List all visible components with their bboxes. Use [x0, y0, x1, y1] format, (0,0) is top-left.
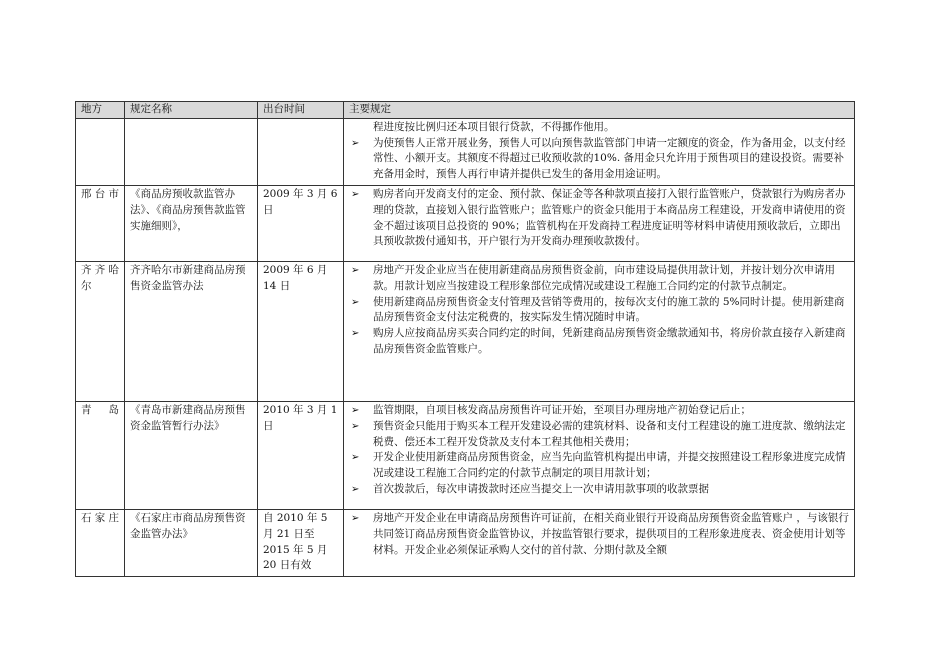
arrow-bullet-icon: ➢: [351, 188, 360, 200]
cell-region: 齐齐哈尔: [76, 261, 125, 401]
header-row: [76, 102, 855, 119]
cell-regulation-name: [125, 118, 258, 185]
provision-list: [349, 136, 849, 183]
provision-list: [349, 187, 849, 250]
provision-list: [349, 511, 849, 558]
provision-item: [349, 326, 849, 358]
header-content: 主要规定: [344, 102, 855, 119]
table-row: [76, 401, 855, 509]
provision-list: [349, 263, 849, 358]
cell-region: 石家庄: [76, 509, 125, 576]
cell-main-provisions: [344, 509, 855, 576]
cell-regulation-name: 《商品房预收款监管办法》、《商品房预售款监管实施细则》，: [125, 185, 258, 261]
provision-item: [349, 482, 849, 498]
arrow-bullet-icon: ➢: [351, 483, 360, 495]
cell-region: 邢台市: [76, 185, 125, 261]
provision-item: [349, 403, 849, 419]
cell-main-provisions: [344, 401, 855, 509]
cell-date: 自 2010 年 5 月 21 日至 2015 年 5 月 20 日有效: [258, 509, 344, 576]
provision-item: [349, 187, 849, 250]
provision-text: 首次拨款后，每次申请拨款时还应当提交上一次申请用款事项的收款票据: [373, 482, 709, 495]
provision-text: 使用新建商品房预售资金支付管理及营销等费用的，按每次支付的施工款的 5%同时计提。使用新建商品房预售资金支付法定税费的，按实际发生情况随时申请。: [373, 295, 845, 324]
cell-region: 青岛: [76, 401, 125, 509]
header-region: 地方: [76, 102, 125, 119]
provision-item: [349, 295, 849, 327]
arrow-bullet-icon: ➢: [351, 137, 360, 149]
header-date: 出台时间: [258, 102, 344, 119]
cell-region: [76, 118, 125, 185]
provision-text: 购房者向开发商支付的定金、预付款、保证金等各种款项直接打入银行监管账户，贷款银行为购房者办理的贷款，直接划入银行监管账户；监管账户的资金只能用于本商品房工程建设，开发商申请使用的资金不超过该项目总投资的 90%；监管机构在开发商持工程进度证明等材料申请使用预收款后，立即出具预收款拨付通知书，开户银行为开发商办理预收款拨付。: [373, 187, 846, 248]
table-row: [76, 261, 855, 401]
cell-main-provisions: [344, 118, 855, 185]
provision-item: [349, 263, 849, 295]
cell-date: 2009 年 6 月 14 日: [258, 261, 344, 401]
arrow-bullet-icon: ➢: [351, 296, 360, 308]
cell-regulation-name: 齐齐哈尔市新建商品房预售资金监管办法: [125, 261, 258, 401]
cell-regulation-name: 《石家庄市商品房预售资金监管办法》: [125, 509, 258, 576]
cell-main-provisions: [344, 261, 855, 401]
cell-date: 2009 年 3 月 6 日: [258, 185, 344, 261]
provision-text: 购房人应按商品房买卖合同约定的时间，凭新建商品房预售资金缴款通知书，将房价款直接存入新建商品房预售资金监管账户。: [373, 327, 846, 355]
provision-text: 监管期限，自项目核发商品房预售许可证开始，至项目办理房地产初始登记后止；: [373, 403, 751, 416]
provision-list: [349, 403, 849, 498]
continued-text: 程进度按比例归还本项目银行贷款，不得挪作他用。: [373, 120, 615, 133]
table-row: [76, 118, 855, 185]
header-name: 规定名称: [125, 102, 258, 119]
provision-item: [349, 136, 849, 183]
arrow-bullet-icon: ➢: [351, 404, 360, 416]
cell-regulation-name: 《青岛市新建商品房预售资金监管暂行办法》: [125, 401, 258, 509]
provision-text: 房地产开发企业在申请商品房预售许可证前，在相关商业银行开设商品房预售资金监管账户 ，与该银行共同签订商品房预售资金监管协议，并按监管银行要求，提供项目的工程形象进度表、资金使用计划等材料。开发企业必须保证承购人交付的首付款、分期付款及全额: [373, 511, 849, 556]
provision-text: 为使预售人正常开展业务，预售人可以向预售款监管部门申请一定额度的资金，作为备用金，以支付经常性、小额开支。其额度不得超过已收预收款的10%. 备用金只允许用于预售项目的建设投资。需要补充备用金时，预售人再行申请并提供已发生的备用金用途证明。: [373, 136, 846, 181]
arrow-bullet-icon: ➢: [351, 512, 360, 524]
provision-item: [349, 450, 849, 482]
table-row: [76, 509, 855, 576]
arrow-bullet-icon: ➢: [351, 264, 360, 276]
cell-main-provisions: [344, 185, 855, 261]
cell-date: 2010 年 3 月 1 日: [258, 401, 344, 509]
cell-date: [258, 118, 344, 185]
arrow-bullet-icon: ➢: [351, 328, 360, 340]
provision-text: 预售资金只能用于购买本工程开发建设必需的建筑材料、设备和支付工程建设的施工进度款、缴纳法定税费、偿还本工程开发贷款及支付本工程其他相关费用；: [373, 419, 846, 448]
table-row: [76, 185, 855, 261]
regulations-table: [75, 101, 855, 577]
provision-item: [349, 511, 849, 558]
provision-text: 房地产开发企业应当在使用新建商品房预售资金前，向市建设局提供用款计划，并按计划分次申请用款。用款计划应当按建设工程形象部位完成情况或建设工程施工合同约定的付款节点制定。: [373, 263, 835, 292]
arrow-bullet-icon: ➢: [351, 420, 360, 432]
arrow-bullet-icon: ➢: [351, 452, 360, 464]
provision-text: 开发企业使用新建商品房预售资金，应当先向监管机构提出申请，并提交按照建设工程形象进度完成情况或建设工程施工合同约定的付款节点制定的项目用款计划；: [373, 451, 846, 480]
provision-item: [349, 419, 849, 451]
